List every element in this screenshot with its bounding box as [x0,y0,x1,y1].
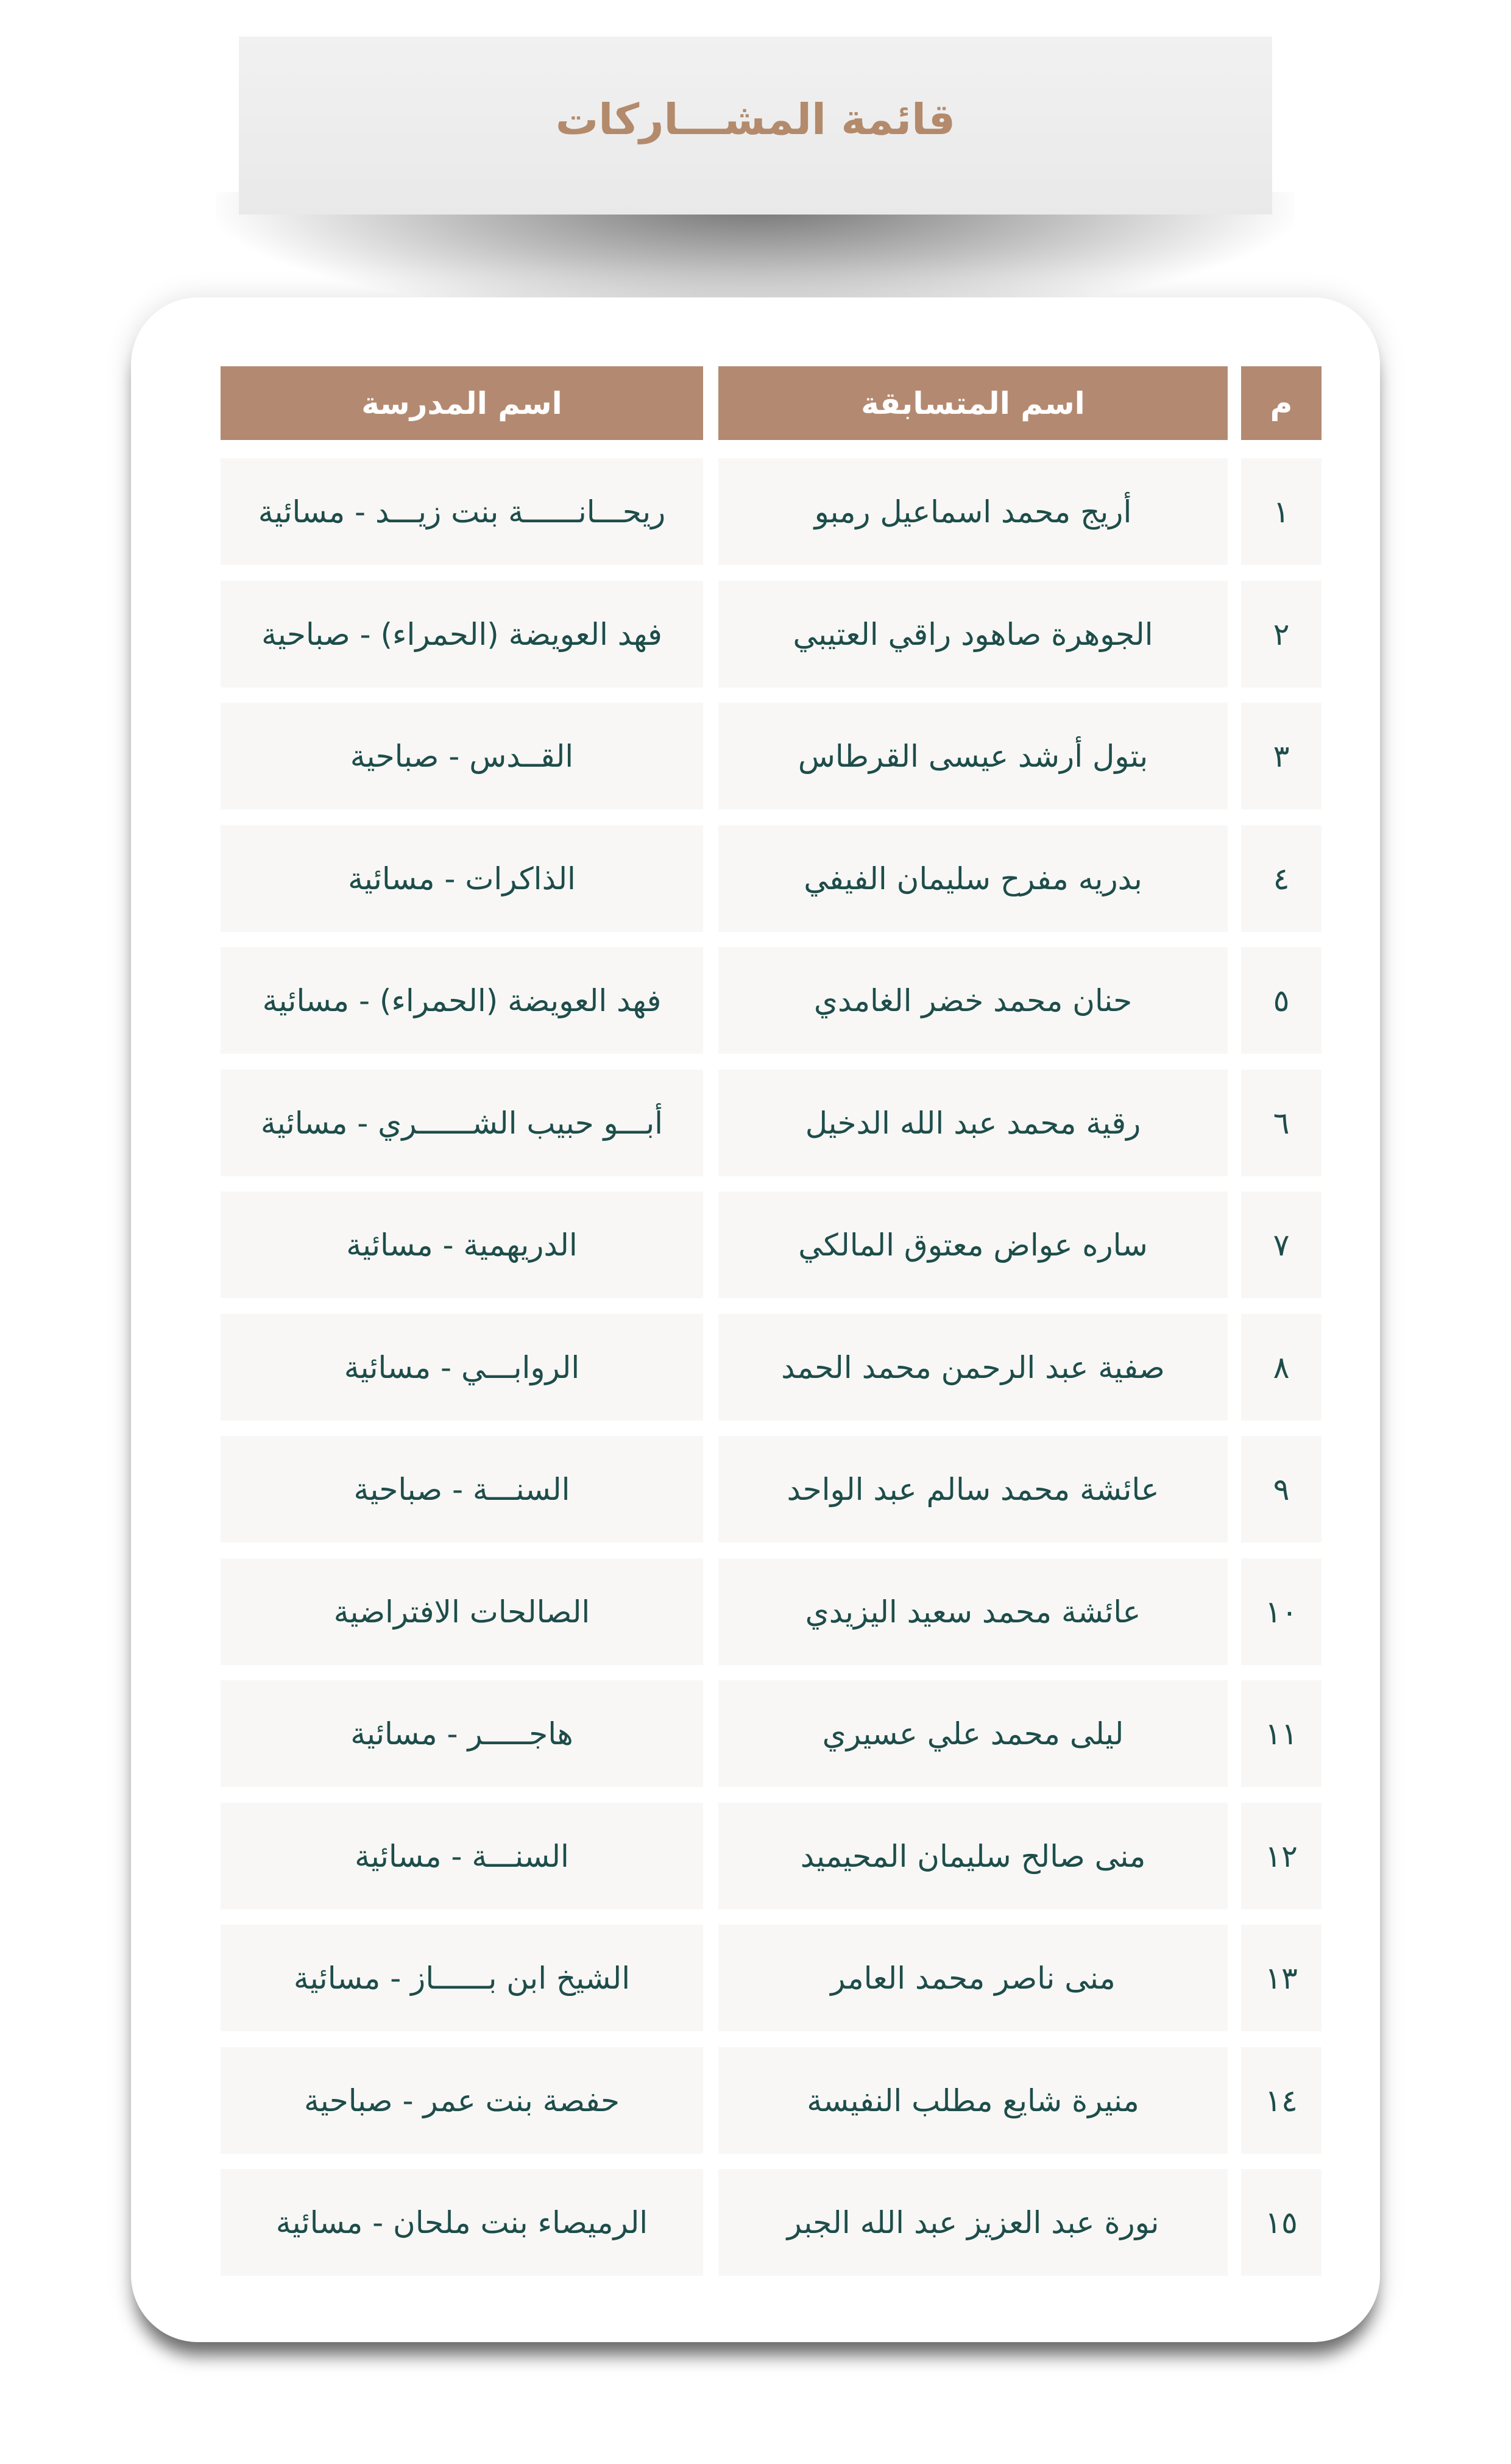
row-number: ١٢ [1241,1803,1322,1909]
row-number: ٦ [1241,1070,1322,1176]
header-number: م [1241,366,1322,440]
school-name: الذاكرات - مسائية [221,825,703,932]
school-name: فهد العويضة (الحمراء) - مسائية [221,947,703,1054]
participant-name: نورة عبد العزيز عبد الله الجبر [718,2169,1228,2276]
header-participant-name: اسم المتسابقة [718,366,1228,440]
row-number: ٢ [1241,581,1322,687]
participant-name: حنان محمد خضر الغامدي [718,947,1228,1054]
school-name: الرميصاء بنت ملحان - مسائية [221,2169,703,2276]
school-name: ريحـــانــــــة بنت زيـــد - مسائية [221,458,703,565]
row-number: ١ [1241,458,1322,565]
participant-name: منى ناصر محمد العامر [718,1925,1228,2031]
participant-name: صفية عبد الرحمن محمد الحمد [718,1314,1228,1421]
participant-name: ليلى محمد علي عسيري [718,1680,1228,1787]
row-number: ٤ [1241,825,1322,932]
row-number: ١١ [1241,1680,1322,1787]
row-number: ١٣ [1241,1925,1322,2031]
school-name: السنـــة - مسائية [221,1803,703,1909]
participant-name: منيرة شايع مطلب النفيسة [718,2047,1228,2154]
participant-name: رقية محمد عبد الله الدخيل [718,1070,1228,1176]
participant-name: عائشة محمد سالم عبد الواحد [718,1436,1228,1543]
school-name: الروابـــي - مسائية [221,1314,703,1421]
row-number: ٣ [1241,703,1322,809]
participant-name: بتول أرشد عيسى القرطاس [718,703,1228,809]
school-name: فهد العويضة (الحمراء) - صباحية [221,581,703,687]
row-number: ١٤ [1241,2047,1322,2154]
school-name: السنـــة - صباحية [221,1436,703,1543]
row-number: ١٥ [1241,2169,1322,2276]
participant-name: ساره عواض معتوق المالكي [718,1191,1228,1298]
participant-name: عائشة محمد سعيد اليزيدي [718,1558,1228,1665]
school-name: الشيخ ابن بــــــاز - مسائية [221,1925,703,2031]
school-name: أبـــو حبيب الشــــــري - مسائية [221,1070,703,1176]
school-name: حفصة بنت عمر - صباحية [221,2047,703,2154]
header-school-name: اسم المدرسة [221,366,703,440]
school-name: الدريهمية - مسائية [221,1191,703,1298]
participant-name: الجوهرة صاهود راقي العتيبي [718,581,1228,687]
row-number: ٩ [1241,1436,1322,1543]
participant-name: بدريه مفرح سليمان الفيفي [718,825,1228,932]
school-name: الصالحات الافتراضية [221,1558,703,1665]
row-number: ١٠ [1241,1558,1322,1665]
row-number: ٧ [1241,1191,1322,1298]
page-title: قائمة المشـــاركات [555,94,956,144]
participant-name: منى صالح سليمان المحيميد [718,1803,1228,1909]
participant-name: أريج محمد اسماعيل رمبو [718,458,1228,565]
row-number: ٥ [1241,947,1322,1054]
school-name: هاجـــــر - مسائية [221,1680,703,1787]
school-name: القــدس - صباحية [221,703,703,809]
row-number: ٨ [1241,1314,1322,1421]
